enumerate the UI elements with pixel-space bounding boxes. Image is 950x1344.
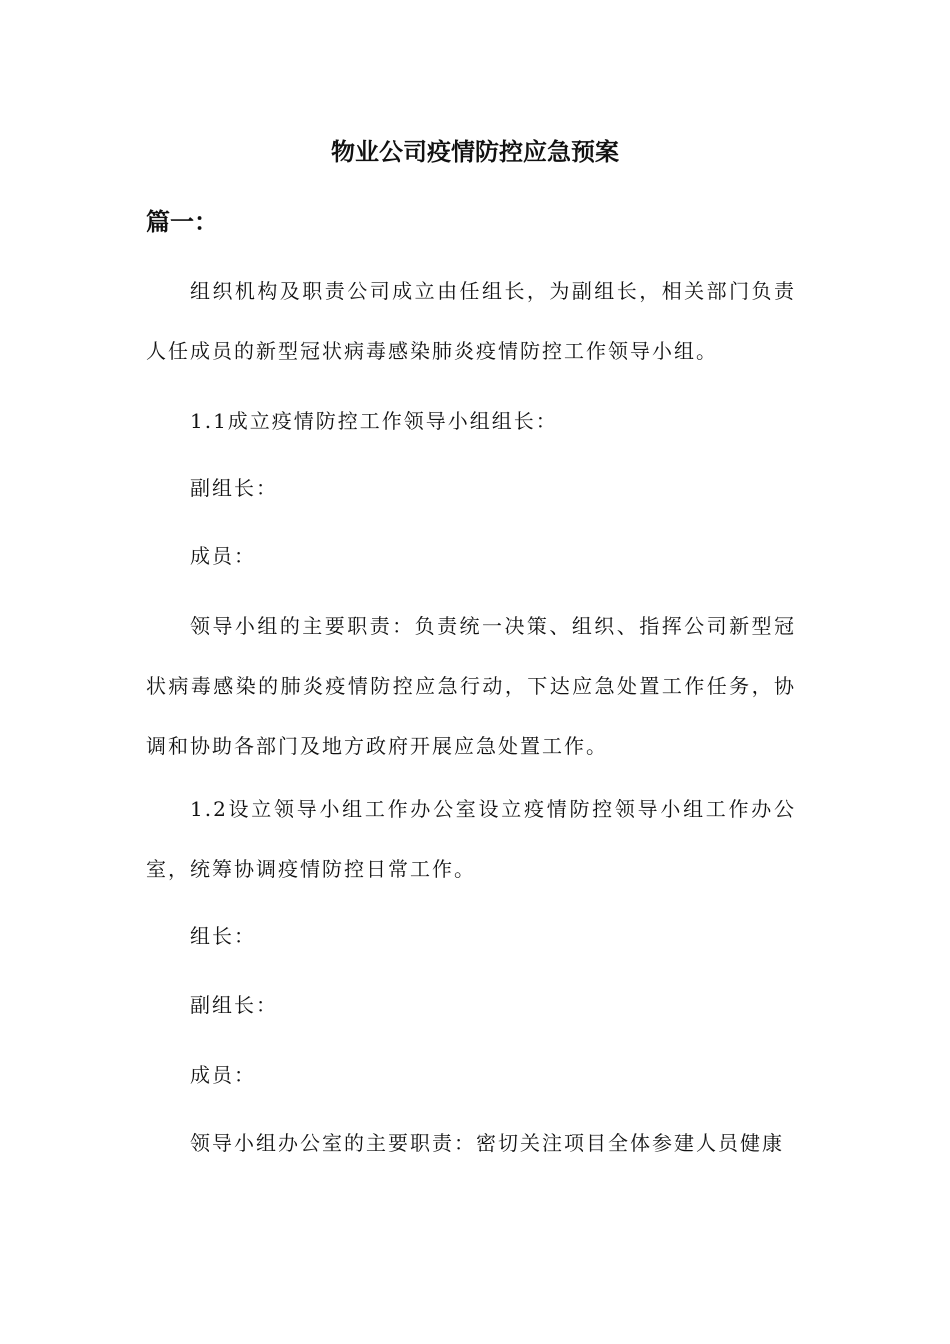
document-title: 物业公司疫情防控应急预案: [331, 138, 619, 166]
paragraph-deputy-leader-1: 副组长：: [190, 476, 278, 500]
paragraph-deputy-leader-2: 副组长：: [190, 993, 278, 1017]
paragraph-1-1: 1.1成立疫情防控工作领导小组组长：: [190, 409, 558, 433]
paragraph-office-duties: 领导小组办公室的主要职责：密切关注项目全体参建人员健康: [190, 1131, 784, 1155]
paragraph-members-2: 成员：: [190, 1063, 256, 1087]
paragraph-leadership-duties: 领导小组的主要职责：负责统一决策、组织、指挥公司新型冠状病毒感染的肺炎疫情防控应急行动，下达应急处置工作任务，协调和协助各部门及地方政府开展应急处置工作。: [146, 614, 796, 758]
paragraph-leader: 组长：: [190, 924, 256, 948]
paragraph-1-2: 1.2设立领导小组工作办公室设立疫情防控领导小组工作办公室，统筹协调疫情防控日常工作。: [146, 797, 796, 881]
section-heading: 篇一：: [146, 208, 218, 236]
paragraph-organization: 组织机构及职责公司成立由任组长，为副组长，相关部门负责人任成员的新型冠状病毒感染肺炎疫情防控工作领导小组。: [146, 279, 796, 363]
paragraph-members-1: 成员：: [190, 544, 256, 568]
